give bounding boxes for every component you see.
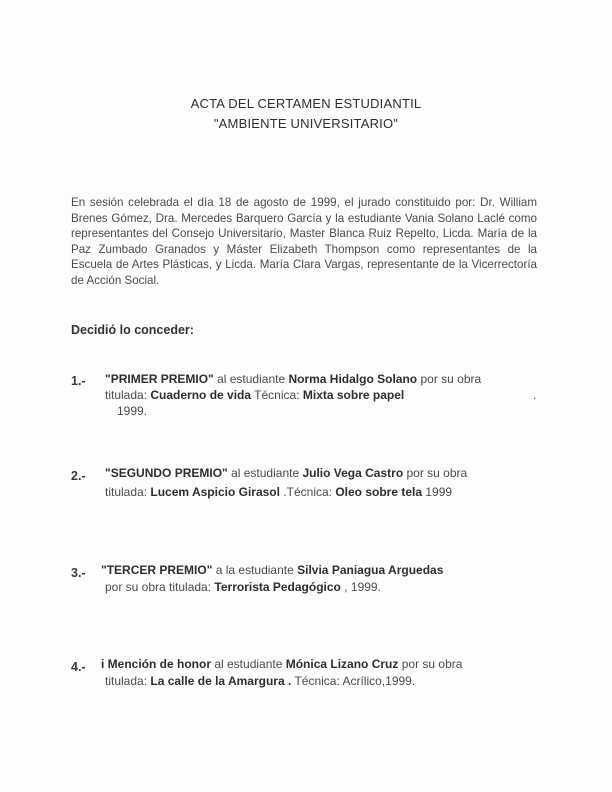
award-technique: Oleo sobre tela: [335, 485, 423, 499]
award-text: titulada:: [105, 388, 151, 402]
award-text: por su obra: [417, 372, 482, 386]
award-text: titulada:: [105, 485, 151, 499]
award-prize: "SEGUNDO PREMIO": [105, 466, 228, 480]
award-text: titulada:: [105, 674, 151, 688]
award-prize: "PRIMER PREMIO": [105, 372, 214, 386]
award-student: Mónica Lizano Cruz: [285, 657, 399, 671]
award-technique: Mixta sobre papel: [302, 388, 405, 402]
award-technique: Acrílico,1999.: [342, 674, 416, 688]
award-number: 3.-: [71, 566, 86, 580]
award-number: 2.-: [71, 469, 86, 483]
award-prize: i Mención de honor: [101, 657, 211, 671]
award-text: al estudiante: [227, 466, 303, 480]
award-year: , 1999.: [340, 580, 381, 594]
award-text: a la estudiante: [212, 563, 298, 577]
award-year: 1999.: [117, 404, 148, 418]
award-student: Norma Hidalgo Solano: [288, 372, 418, 386]
award-student: Julio Vega Castro: [302, 466, 404, 480]
award-text: por su obra: [403, 466, 468, 480]
intro-paragraph: En sesión celebrada el día 18 de agosto de 1999, el jurado constituido por: Dr. William Brenes Gómez, Dra. Mercedes Barquero García y la estudiante Vania Solano Laclé como representantes del Consejo Universitario, Master Blanca Ruiz Repelto, Licda. María de la Paz Zumbado Granados y Máster Elizabeth Thompson como representantes de la Escuela de Artes Plásticas, y Licda. María Clara Vargas, representante de la Vicerrectoría de Acción Social.: [71, 196, 537, 287]
award-text: al estudiante: [211, 657, 286, 671]
award-work: Terrorista Pedagógico: [214, 580, 341, 594]
decision-heading: Decidió lo conceder:: [71, 323, 194, 337]
award-work: Cuaderno de vida: [150, 388, 252, 402]
document-title: ACTA DEL CERTAMEN ESTUDIANTIL: [190, 96, 422, 111]
award-prize: "TERCER PREMIO": [101, 563, 213, 577]
award-text: .: [533, 388, 537, 402]
award-student: Silvia Paniagua Arguedas: [297, 563, 444, 577]
award-year: 1999: [425, 485, 453, 499]
award-text: por su obra: [398, 657, 463, 671]
document-subtitle: "AMBIENTE UNIVERSITARIO": [213, 116, 399, 131]
award-text: .Técnica:: [279, 485, 336, 499]
award-work: Lucem Aspicio Girasol: [150, 485, 280, 499]
award-text: por su obra titulada:: [105, 580, 215, 594]
award-text: Técnica:: [291, 674, 343, 688]
award-number: 4.-: [71, 660, 86, 674]
award-number: 1.-: [71, 374, 86, 388]
award-work: La calle de la Amargura .: [150, 674, 292, 688]
award-text: al estudiante: [213, 372, 289, 386]
award-text: Técnica:: [251, 388, 303, 402]
